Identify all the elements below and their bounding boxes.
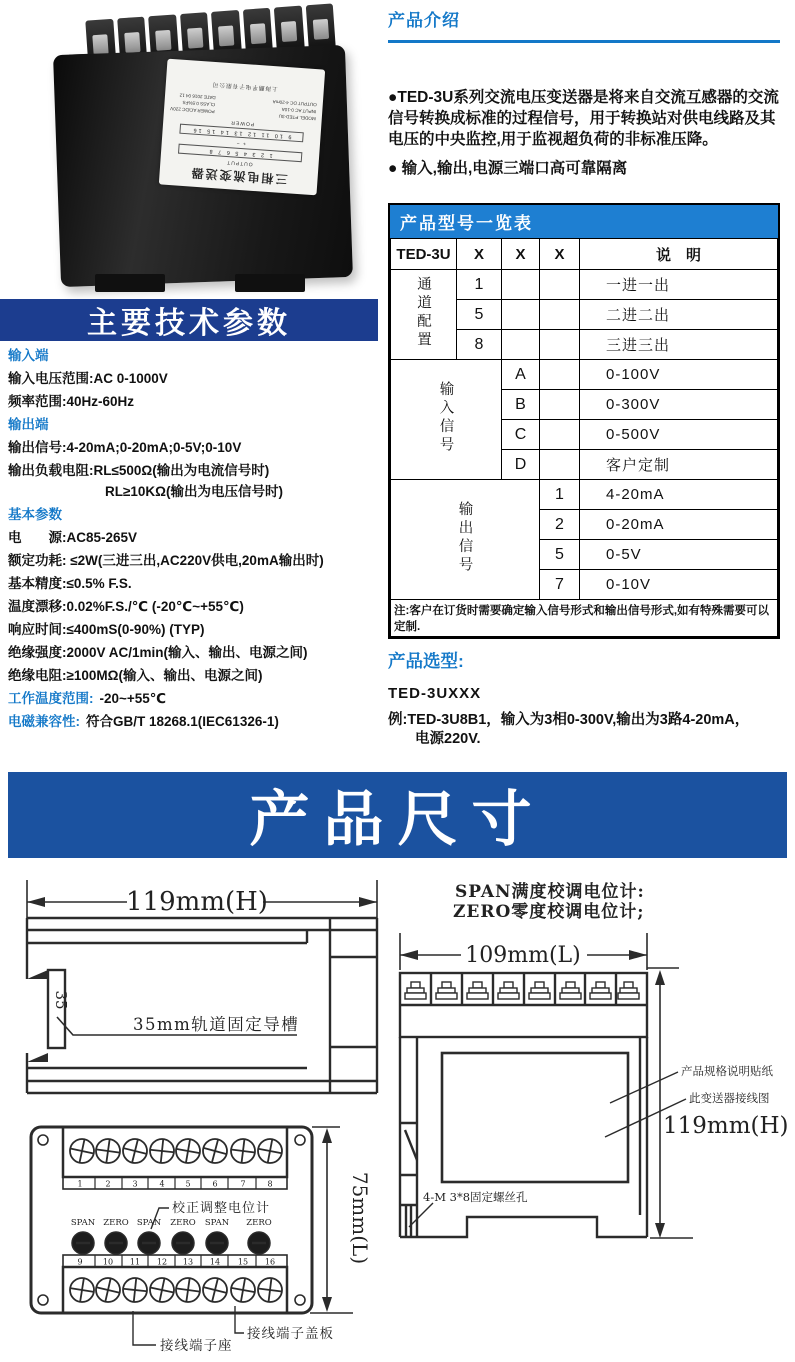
dimensions-banner: 产品尺寸 (8, 772, 787, 858)
tech-heading-input: 输入端 (8, 348, 49, 363)
input-code: C (502, 420, 540, 450)
device-label-power: POWER (230, 119, 255, 127)
svg-text:9: 9 (77, 1257, 83, 1267)
svg-text:ZERO: ZERO (246, 1218, 272, 1228)
top-screw-terminals (68, 1136, 284, 1165)
wiring-annotation: 此变送器接线图 (689, 1091, 770, 1105)
svg-text:SPAN: SPAN (70, 1218, 96, 1228)
desc-header: 说 明 (580, 239, 778, 270)
label-input: INPUT AC 0-10A (281, 106, 317, 115)
tech-heading-basic: 基本参数 (8, 507, 62, 522)
device-label-polarity: + − (235, 139, 247, 147)
dim-arrow-left (27, 897, 45, 907)
sticker-annotation: 产品规格说明贴纸 (681, 1064, 773, 1078)
label-model: MODEL PTED-3U (278, 113, 316, 122)
output-code: 5 (540, 540, 580, 570)
input-code: B (502, 390, 540, 420)
device-label-company: 上海鹏孚电子有限公司 (211, 81, 278, 92)
dim-arrow-right (359, 897, 377, 907)
tech-line: 基本精度:≤0.5% F.S. (8, 576, 132, 591)
top-view-drawing (20, 1123, 380, 1362)
tech-line: 绝缘强度:2000V AC/1min(输入、输出、电源之间) (8, 645, 308, 660)
x3-header: X (540, 239, 580, 270)
terminal-cover-annotation: 接线端子盖板 (247, 1326, 334, 1342)
tech-line: 温度漂移:0.02%F.S./℃ (-20℃~+55℃) (8, 599, 244, 614)
device-label-output: OUTPUT (226, 158, 253, 167)
bottom-screw-terminals (68, 1275, 283, 1304)
din-hook-bottom (27, 1053, 48, 1062)
table-note-row (391, 600, 778, 637)
input-desc: 0-100V (580, 360, 778, 390)
terminal-numbers-bottom (77, 1258, 275, 1267)
selection-model: TED-3UXXX (388, 685, 482, 702)
label-output-spec: OUTPUT DC 4-20mA (272, 99, 317, 108)
svg-text:16: 16 (264, 1257, 276, 1267)
input-code: A (502, 360, 540, 390)
tech-params-list (8, 347, 382, 736)
table-row (391, 360, 778, 390)
screw-holes-annotation: 4-M 3*8固定螺丝孔 (423, 1190, 528, 1204)
svg-text:5: 5 (185, 1179, 191, 1189)
input-desc: 0-300V (580, 390, 778, 420)
tech-line: 电 源:AC85-265V (8, 530, 138, 545)
x1-header: X (457, 239, 502, 270)
table-note: 注:客户在订货时需要确定输入信号形式和输出信号形式,如有特殊需要可以定制. (391, 600, 778, 637)
label-power-spec: POWER AC/DC 220V (169, 105, 215, 115)
output-desc: 4-20mA (580, 480, 778, 510)
label-date: DATE 2016 04 12 (179, 92, 216, 101)
vdim-arrow-down (655, 1223, 665, 1238)
tech-line-emc: 电磁兼容性: 符合GB/T 18268.1(IEC61326-1) (8, 714, 279, 729)
svg-text:8: 8 (267, 1179, 273, 1189)
svg-text:ZERO: ZERO (170, 1218, 196, 1228)
model-table-title: 产品型号一览表 (390, 205, 778, 238)
front-height-dim: 119mm(H) (663, 1113, 789, 1139)
svg-text:6: 6 (212, 1179, 218, 1189)
intro-column (388, 6, 780, 749)
device-label (159, 59, 325, 196)
depth-dim: 75mm(L) (348, 1171, 372, 1265)
tech-line: RL≥10KΩ(输出为电压信号时) (105, 484, 283, 499)
model-table (388, 203, 780, 639)
terminal-base-annotation: 接线端子座 (160, 1338, 233, 1354)
pot-annotation: 校正调整电位计 (172, 1201, 271, 1216)
vdim-arrow-up (655, 970, 665, 985)
side-height-dim: 119mm(H) (126, 887, 268, 917)
input-desc: 0-500V (580, 420, 778, 450)
din-slot-annotation: 35mm轨道固定导槽 (133, 1015, 300, 1034)
side-view-drawing (15, 872, 390, 1112)
output-desc: 0-10V (580, 570, 778, 600)
front-width-dim: 109mm(L) (465, 943, 581, 968)
zero-pot-note: ZERO零度校调电位计; (453, 902, 645, 922)
tech-line: 额定功耗: ≤2W(三进三出,AC220V供电,20mA输出时) (8, 553, 324, 568)
tech-heading-output: 输出端 (8, 417, 49, 432)
slot-dim: 35 (52, 990, 70, 1010)
table-row (391, 270, 778, 300)
svg-text:15: 15 (237, 1257, 249, 1267)
tech-line: 输出信号:4-20mA;0-20mA;0-5V;0-10V (8, 440, 242, 455)
selection-example: 例:TED-3U8B1，输入为3相0-300V,输出为3路4-20mA， 电源220V. (388, 712, 750, 747)
svg-text:12: 12 (156, 1257, 168, 1267)
label-class: CLASS 0.5%FS (182, 99, 216, 108)
intro-divider (388, 40, 780, 43)
potentiometer-labels (71, 1218, 272, 1228)
input-desc: 客户定制 (580, 450, 778, 480)
svg-text:SPAN: SPAN (136, 1218, 162, 1228)
x2-header: X (502, 239, 540, 270)
selection-title: 产品选型: (388, 651, 464, 671)
svg-text:2: 2 (105, 1179, 111, 1189)
svg-text:13: 13 (182, 1257, 194, 1267)
svg-text:3: 3 (132, 1179, 138, 1189)
device-label-terminals-1-8: 1 2 3 4 5 6 7 8 (178, 144, 303, 163)
channel-desc: 二进二出 (580, 300, 778, 330)
model-table-header-row (391, 239, 778, 270)
channel-code: 8 (457, 330, 502, 360)
product-photo (35, 2, 365, 298)
output-group-label: 输出信号 (391, 480, 540, 600)
device-feet (95, 274, 305, 292)
terminal-screws (405, 982, 639, 999)
svg-text:7: 7 (240, 1179, 246, 1189)
front-view-drawing (395, 875, 795, 1257)
svg-text:14: 14 (209, 1257, 221, 1267)
svg-text:1: 1 (77, 1179, 83, 1189)
output-desc: 0-5V (580, 540, 778, 570)
output-desc: 0-20mA (580, 510, 778, 540)
tech-line: 频率范围:40Hz-60Hz (8, 394, 135, 409)
intro-paragraph: ●TED-3U系列交流电压变送器是将来自交流互感器的交流信号转换成标准的过程信号，用于转换站对供电线路及其电压的中央监控,用于监视超负荷的非标准压降。 (388, 89, 779, 148)
tech-params-title: 主要技术参数 (87, 307, 291, 340)
din-hook-top (27, 970, 48, 979)
span-pot-note: SPAN满度校调电位计: (455, 882, 645, 902)
input-code: D (502, 450, 540, 480)
tech-line: 输出负载电阻:RL≤500Ω(输出为电流信号时) (8, 463, 270, 478)
channel-code: 1 (457, 270, 502, 300)
channel-desc: 一进一出 (580, 270, 778, 300)
output-code: 1 (540, 480, 580, 510)
channel-desc: 三进三出 (580, 330, 778, 360)
tech-params-banner (0, 299, 378, 341)
svg-text:SPAN: SPAN (204, 1218, 230, 1228)
channel-group-label: 通道配置 (391, 270, 457, 360)
svg-text:4: 4 (159, 1179, 165, 1189)
tech-line: 绝缘电阻:≥100MΩ(输入、输出、电源之间) (8, 668, 263, 683)
svg-text:ZERO: ZERO (103, 1218, 129, 1228)
device-label-title: 三相电流变送器 (189, 165, 288, 187)
channel-code: 5 (457, 300, 502, 330)
intro-bullet: ● 输入,输出,电源三端口高可靠隔离 (388, 160, 628, 177)
svg-text:10: 10 (102, 1257, 114, 1267)
svg-text:11: 11 (129, 1257, 141, 1267)
input-group-label: 输入信号 (391, 360, 502, 480)
table-row (391, 480, 778, 510)
tech-line: 输入电压范围:AC 0-1000V (8, 371, 168, 386)
device-label-terminals-9-16: 9 10 11 12 13 14 15 16 (179, 124, 304, 143)
tech-line: 响应时间:≤400mS(0-90%) (TYP) (8, 622, 205, 637)
tech-line-temp-range: 工作温度范围: -20~+55℃ (8, 691, 167, 706)
output-code: 7 (540, 570, 580, 600)
model-name: TED-3U (391, 239, 457, 270)
output-code: 2 (540, 510, 580, 540)
potentiometers (72, 1232, 270, 1254)
intro-title: 产品介绍 (388, 11, 460, 30)
